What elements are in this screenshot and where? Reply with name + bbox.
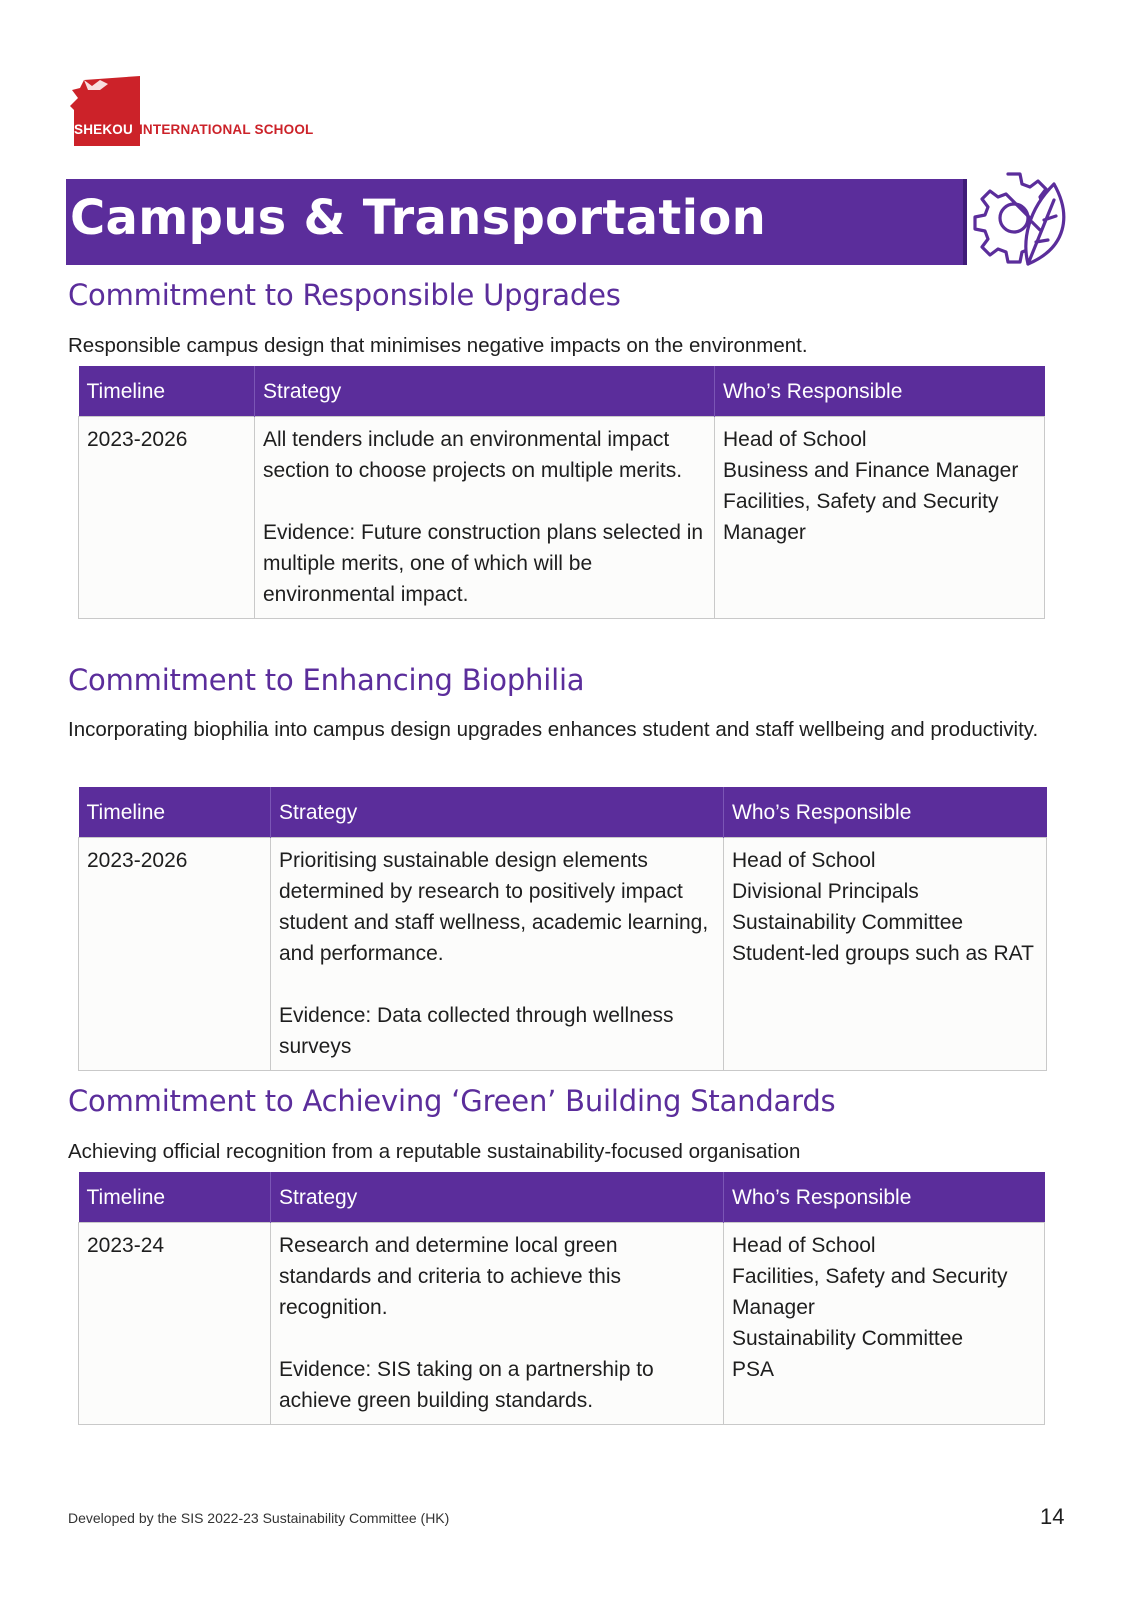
- evidence-text: Evidence: SIS taking on a partnership to achieve green building standards.: [279, 1358, 654, 1412]
- evidence-text: Evidence: Future construction plans selected in multiple merits, one of which will be environmental impact.: [263, 521, 704, 606]
- header-responsible: Who’s Responsible: [724, 787, 1047, 838]
- table-row: [79, 1223, 1045, 1425]
- header-timeline: Timeline: [79, 1172, 271, 1223]
- responsible-item: Facilities, Safety and Security Manager: [732, 1265, 1008, 1319]
- responsible-item: Divisional Principals: [732, 880, 919, 903]
- cell-strategy: [271, 1223, 724, 1425]
- table-header-row: [79, 366, 1045, 417]
- logo-text: [72, 122, 313, 137]
- strategy-text: Prioritising sustainable design elements determined by research to positively impact student and staff wellness, academic learning, and performance.: [279, 849, 709, 965]
- section-description-biophilia: Incorporating biophilia into campus design upgrades enhances student and staff wellbeing and productivity.: [68, 718, 1039, 741]
- table-row: [79, 417, 1045, 619]
- responsible-item: PSA: [732, 1358, 775, 1381]
- responsible-item: Head of School: [732, 1234, 876, 1257]
- cell-responsible: [715, 417, 1045, 619]
- header-timeline: Timeline: [79, 787, 271, 838]
- responsible-item: Sustainability Committee: [732, 911, 964, 934]
- table-row: [79, 838, 1047, 1071]
- section-title-responsible-upgrades: Commitment to Responsible Upgrades: [68, 278, 621, 312]
- table-biophilia: [78, 787, 1047, 1071]
- cell-timeline: 2023-2026: [79, 417, 255, 619]
- page-title: Campus & Transportation: [70, 190, 767, 246]
- strategy-text: Research and determine local green standards and criteria to achieve this recognition.: [279, 1234, 622, 1319]
- header-responsible: Who’s Responsible: [724, 1172, 1045, 1223]
- section-description-green-building: Achieving official recognition from a reputable sustainability-focused organisation: [68, 1140, 801, 1163]
- school-logo: [70, 76, 360, 148]
- title-banner: [66, 179, 967, 265]
- page-number: 14: [1040, 1504, 1065, 1529]
- header-strategy: Strategy: [271, 1172, 724, 1223]
- footer-text: Developed by the SIS 2022-23 Sustainability Committee (HK): [68, 1510, 450, 1526]
- strategy-text: All tenders include an environmental impact section to choose projects on multiple merits.: [263, 428, 683, 482]
- cell-timeline: 2023-24: [79, 1223, 271, 1425]
- cell-timeline: 2023-2026: [79, 838, 271, 1071]
- responsible-item: Business and Finance Manager: [723, 459, 1019, 482]
- table-header-row: [79, 1172, 1045, 1223]
- responsible-item: Head of School: [732, 849, 876, 872]
- table-green-building: [78, 1172, 1045, 1425]
- header-strategy: Strategy: [271, 787, 724, 838]
- section-title-biophilia: Commitment to Enhancing Biophilia: [68, 663, 585, 697]
- table-header-row: [79, 787, 1047, 838]
- table-responsible-upgrades: [78, 366, 1045, 619]
- evidence-text: Evidence: Data collected through wellness surveys: [279, 1004, 674, 1058]
- cell-strategy: [255, 417, 715, 619]
- cell-responsible: [724, 838, 1047, 1071]
- logo-word-school: INTERNATIONAL SCHOOL: [138, 122, 314, 137]
- section-description-responsible-upgrades: Responsible campus design that minimises negative impacts on the environment.: [68, 334, 808, 357]
- cell-responsible: [724, 1223, 1045, 1425]
- responsible-item: Sustainability Committee: [732, 1327, 964, 1350]
- responsible-item: Student-led groups such as RAT: [732, 942, 1034, 965]
- section-title-green-building: Commitment to Achieving ‘Green’ Building Standards: [68, 1084, 836, 1118]
- cell-strategy: [271, 838, 724, 1071]
- header-strategy: Strategy: [255, 366, 715, 417]
- logo-word-shekou: SHEKOU: [74, 122, 133, 137]
- header-timeline: Timeline: [79, 366, 255, 417]
- responsible-item: Head of School: [723, 428, 867, 451]
- gear-leaf-icon: [968, 170, 1072, 268]
- responsible-item: Facilities, Safety and Security Manager: [723, 490, 999, 544]
- header-responsible: Who’s Responsible: [715, 366, 1045, 417]
